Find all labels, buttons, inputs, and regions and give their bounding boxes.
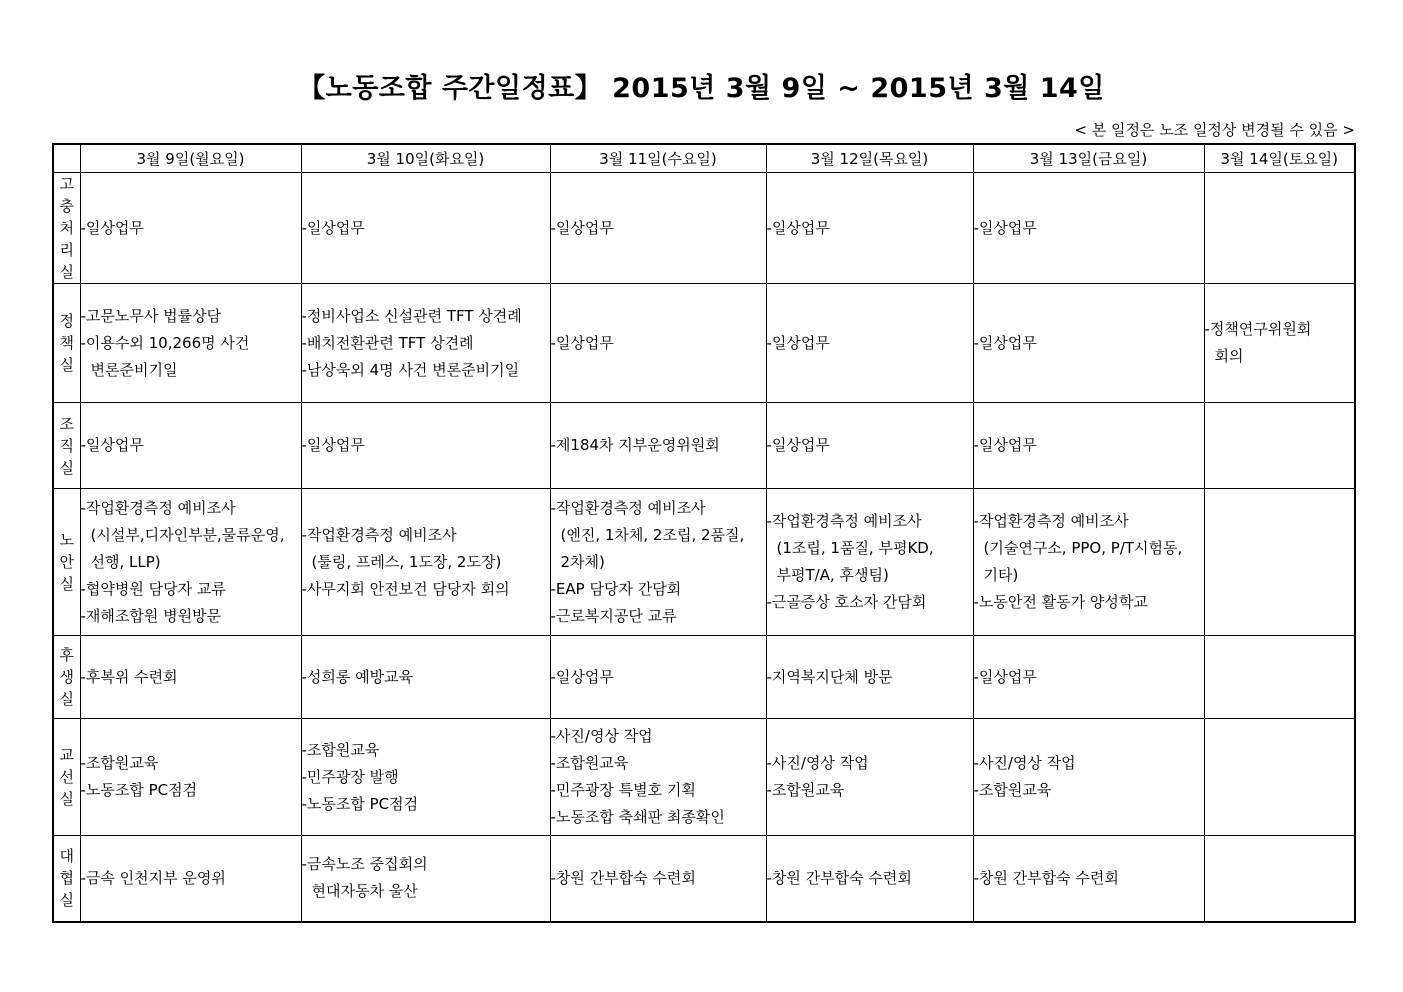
schedule-entry: -이용수외 10,266명 사건: [80, 333, 250, 352]
schedule-cell: [1204, 836, 1355, 922]
schedule-cell: [973, 836, 1204, 922]
day-header: 3월 11일(수요일): [550, 144, 766, 173]
schedule-entry: -노동조합 축쇄판 최종확인: [550, 808, 725, 826]
schedule-cell: [973, 284, 1204, 403]
schedule-cell: [550, 173, 766, 284]
schedule-entry: -일상업무: [550, 218, 614, 237]
department-char: 실: [59, 458, 74, 477]
schedule-cell: [301, 284, 550, 403]
department-char: 실: [59, 891, 74, 910]
day-header: 3월 13일(금요일): [973, 144, 1204, 173]
schedule-cell: [550, 489, 766, 636]
schedule-entry: -EAP 담당자 간담회: [550, 579, 682, 598]
schedule-entry: -조합원교육: [766, 781, 845, 799]
schedule-cell: [80, 719, 301, 836]
schedule-entry: -일상업무: [301, 218, 365, 237]
schedule-row: [53, 836, 1355, 922]
department-char: 실: [59, 790, 74, 808]
schedule-cell: [766, 173, 973, 284]
schedule-entry: -민주광장 특별호 기획: [550, 781, 696, 799]
header-row: [53, 144, 1355, 173]
schedule-entry: -창원 간부합숙 수련회: [766, 868, 912, 887]
schedule-entry: -일상업무: [550, 333, 614, 352]
department-char: 리: [59, 241, 74, 259]
schedule-entry: -근로복지공단 교류: [550, 606, 677, 625]
schedule-row: [53, 489, 1355, 636]
schedule-change-note: < 본 일정은 노조 일정상 변경될 수 있음 >: [1074, 121, 1355, 139]
schedule-cell: [80, 489, 301, 636]
schedule-cell: [1204, 403, 1355, 489]
department-char: 대: [59, 847, 74, 866]
schedule-cell: [766, 836, 973, 922]
department-char: 교: [59, 746, 74, 764]
schedule-cell: [550, 636, 766, 719]
schedule-entry: -근골증상 호소자 간담회: [766, 593, 927, 611]
department-label: [53, 284, 80, 403]
department-label: [53, 403, 80, 489]
department-char: 고: [59, 175, 74, 193]
schedule-cell: [80, 836, 301, 922]
schedule-entry: -남상욱외 4명 사건 변론준비기일: [301, 360, 520, 379]
schedule-entry: 2차체): [560, 552, 605, 571]
schedule-cell: [1204, 489, 1355, 636]
schedule-row: [53, 173, 1355, 284]
schedule-entry: -협약병원 담당자 교류: [80, 579, 226, 598]
schedule-entry: -창원 간부합숙 수련회: [550, 868, 696, 887]
schedule-entry: -금속노조 중집회의: [301, 855, 428, 874]
department-char: 책: [59, 334, 74, 352]
schedule-cell: [766, 489, 973, 636]
schedule-entry: -일상업무: [80, 436, 144, 454]
schedule-entry: 부평T/A, 후생팀): [776, 566, 889, 584]
schedule-cell: [973, 636, 1204, 719]
schedule-entry: -작업환경측정 예비조사: [80, 498, 236, 517]
department-char: 협: [59, 869, 74, 888]
schedule-entry: -사진/영상 작업: [550, 727, 653, 745]
department-char: 노: [59, 531, 74, 549]
department-char: 선: [59, 768, 74, 786]
department-char: 충: [59, 197, 74, 215]
schedule-cell: [550, 284, 766, 403]
schedule-entry: -작업환경측정 예비조사: [550, 498, 706, 517]
schedule-entry: -지역복지단체 방문: [766, 667, 893, 686]
department-label: [53, 719, 80, 836]
schedule-entry: -일상업무: [973, 333, 1037, 352]
schedule-cell: [550, 719, 766, 836]
schedule-entry: -고문노무사 법률상담: [80, 306, 222, 325]
schedule-cell: [80, 173, 301, 284]
schedule-entry: -일상업무: [550, 667, 614, 686]
schedule-cell: [1204, 284, 1355, 403]
schedule-entry: -재해조합원 병원방문: [80, 606, 222, 625]
schedule-entry: (툴링, 프레스, 1도장, 2도장): [311, 552, 502, 571]
schedule-entry: 현대자동차 울산: [311, 882, 418, 901]
schedule-body: [53, 173, 1355, 922]
department-char: 실: [59, 356, 74, 374]
schedule-entry: -일상업무: [766, 218, 830, 237]
schedule-entry: -창원 간부합숙 수련회: [973, 868, 1119, 887]
schedule-entry: -일상업무: [80, 218, 144, 237]
day-header: 3월 12일(목요일): [766, 144, 973, 173]
schedule-entry: -일상업무: [766, 436, 830, 454]
department-char: 실: [59, 575, 74, 593]
schedule-cell: [301, 403, 550, 489]
schedule-cell: [301, 489, 550, 636]
schedule-entry: 변론준비기일: [90, 360, 178, 379]
department-label: [53, 636, 80, 719]
schedule-cell: [301, 636, 550, 719]
weekly-schedule-table: [52, 143, 1356, 923]
schedule-cell: [766, 719, 973, 836]
schedule-row: [53, 719, 1355, 836]
schedule-entry: -사무지회 안전보건 담당자 회의: [301, 579, 510, 598]
schedule-cell: [973, 173, 1204, 284]
schedule-entry: -노동조합 PC점검: [80, 781, 198, 799]
schedule-entry: -조합원교육: [550, 754, 629, 772]
schedule-entry: -일상업무: [301, 436, 365, 454]
schedule-entry: -일상업무: [973, 218, 1037, 237]
schedule-entry: -노동안전 활동가 양성학교: [973, 593, 1148, 611]
schedule-entry: -작업환경측정 예비조사: [301, 525, 457, 544]
header-corner: [53, 144, 80, 173]
department-char: 생: [59, 668, 74, 686]
schedule-entry: -사진/영상 작업: [766, 754, 869, 772]
schedule-entry: -조합원교육: [80, 754, 159, 772]
department-char: 처: [59, 219, 74, 237]
schedule-cell: [301, 173, 550, 284]
schedule-row: [53, 403, 1355, 489]
schedule-entry: -조합원교육: [301, 740, 380, 759]
schedule-entry: -작업환경측정 예비조사: [973, 512, 1129, 530]
schedule-entry: -사진/영상 작업: [973, 754, 1076, 772]
schedule-cell: [80, 284, 301, 403]
schedule-cell: [80, 636, 301, 719]
department-label: [53, 173, 80, 284]
schedule-entry: -후복위 수련회: [80, 667, 178, 686]
day-header: 3월 14일(토요일): [1204, 144, 1355, 173]
schedule-entry: (시설부,디자인부분,물류운영,: [90, 525, 285, 544]
schedule-cell: [1204, 173, 1355, 284]
schedule-entry: -제184차 지부운영위원회: [550, 436, 720, 454]
schedule-entry: (1조립, 1품질, 부평KD,: [776, 539, 934, 557]
department-label: [53, 489, 80, 636]
schedule-entry: (기술연구소, PPO, P/T시험동,: [983, 539, 1183, 557]
schedule-entry: (엔진, 1차체, 2조립, 2품질,: [560, 525, 745, 544]
schedule-entry: -정책연구위원회: [1204, 320, 1312, 338]
department-char: 안: [59, 553, 74, 571]
schedule-cell: [766, 636, 973, 719]
schedule-cell: [550, 836, 766, 922]
schedule-entry: -민주광장 발행: [301, 767, 399, 786]
schedule-entry: -작업환경측정 예비조사: [766, 512, 922, 530]
department-char: 직: [59, 436, 74, 455]
day-header: 3월 9일(월요일): [80, 144, 301, 173]
schedule-cell: [973, 719, 1204, 836]
schedule-cell: [301, 836, 550, 922]
schedule-entry: -노동조합 PC점검: [301, 794, 419, 813]
schedule-cell: [301, 719, 550, 836]
schedule-cell: [766, 284, 973, 403]
department-char: 후: [59, 646, 74, 664]
schedule-cell: [973, 403, 1204, 489]
schedule-cell: [973, 489, 1204, 636]
schedule-entry: -일상업무: [973, 436, 1037, 454]
schedule-entry: 기타): [983, 566, 1019, 584]
schedule-row: [53, 284, 1355, 403]
schedule-row: [53, 636, 1355, 719]
schedule-cell: [766, 403, 973, 489]
schedule-cell: [80, 403, 301, 489]
schedule-entry: -조합원교육: [973, 781, 1052, 799]
department-char: 실: [59, 263, 74, 281]
schedule-entry: 선행, LLP): [90, 552, 161, 571]
schedule-entry: 회의: [1214, 347, 1244, 365]
schedule-cell: [1204, 636, 1355, 719]
schedule-entry: -일상업무: [766, 333, 830, 352]
department-char: 조: [59, 414, 74, 433]
schedule-cell: [1204, 719, 1355, 836]
schedule-entry: -정비사업소 신설관련 TFT 상견례: [301, 306, 522, 325]
schedule-entry: -일상업무: [973, 667, 1037, 686]
department-label: [53, 836, 80, 922]
schedule-entry: -배치전환관련 TFT 상견례: [301, 333, 474, 352]
page-title: 【노동조합 주간일정표】 2015년 3월 9일 ~ 2015년 3월 14일: [298, 73, 1105, 104]
schedule-cell: [550, 403, 766, 489]
department-char: 정: [59, 312, 74, 330]
schedule-entry: -성희롱 예방교육: [301, 667, 414, 686]
schedule-entry: -금속 인천지부 운영위: [80, 868, 226, 887]
department-char: 실: [59, 690, 74, 708]
day-header: 3월 10일(화요일): [301, 144, 550, 173]
